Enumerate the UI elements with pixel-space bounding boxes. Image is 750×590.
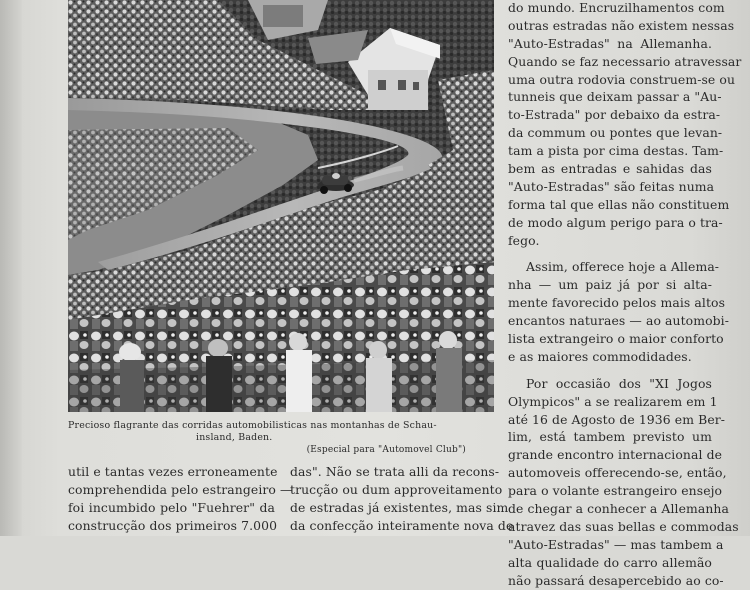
text-line: Assim, offerece hoje a Allema-: [526, 259, 720, 275]
text-line: alta qualidade do carro allemão: [508, 554, 712, 570]
text-line: e as maiores commodidades.: [508, 348, 692, 364]
text-line: lista extrangeiro o maior conforto: [508, 331, 724, 347]
text-line: de estradas já existentes, mas sim: [290, 499, 509, 515]
text-line: automoveis offerecendo-se, então,: [508, 465, 727, 481]
text-line: bem as entradas e sahidas das: [508, 161, 712, 177]
text-line: uma outra rodovia construem-se ou: [508, 71, 736, 87]
text-line: da commum ou pontes que levan-: [508, 125, 723, 141]
text-line: outras estradas não existem nessas: [508, 17, 735, 33]
text-column-left: [68, 463, 293, 535]
text-line: lim, está tambem previsto um: [508, 429, 712, 445]
text-line: Por occasião dos "XI Jogos: [526, 375, 712, 391]
text-line: das". Não se trata alli da recons-: [290, 464, 500, 479]
caption-credit: (Especial para "Automovel Club"): [306, 445, 466, 455]
text-line: forma tal que ellas não constituem: [508, 196, 730, 212]
text-line: encantos naturaes — ao automobi-: [508, 313, 730, 329]
binding-gutter: [0, 0, 22, 536]
text-line: trucção ou dum approveitamento: [290, 481, 503, 497]
text-line: da confecção inteiramente nova de: [290, 517, 514, 533]
text-line: não passará desapercebido ao co-: [508, 572, 724, 588]
text-line: grande encontro internacional de: [508, 447, 723, 463]
race-photo: [68, 0, 494, 412]
text-line: fego.: [508, 232, 540, 248]
photo-caption: [68, 420, 494, 456]
text-line: para o volante estrangeiro ensejo: [508, 483, 723, 499]
text-line: atravez das suas bellas e commodas: [508, 518, 739, 534]
text-column-middle: [290, 463, 514, 535]
text-line: do mundo. Encruzilhamentos com: [508, 0, 725, 15]
text-line: foi incumbido pelo "Fuehrer" da: [68, 499, 275, 515]
text-line: util e tantas vezes erroneamente: [68, 464, 278, 479]
text-line: até 16 de Agosto de 1936 em Ber-: [508, 411, 726, 427]
text-line: "Auto-Estradas" na Allemanha.: [508, 35, 712, 51]
text-line: de chegar a conhecer a Allemanha: [508, 501, 730, 517]
text-line: construcção dos primeiros 7.000: [68, 517, 278, 533]
text-line: "Auto-Estradas" são feitas numa: [508, 178, 715, 194]
text-line: to-Estrada" por debaixo da estra-: [508, 107, 721, 123]
text-line: comprehendida pelo estrangeiro —: [68, 481, 293, 497]
text-column-right: [508, 0, 742, 590]
caption-line: Precioso flagrante das corridas automobilisticas nas montanhas de Schau-: [68, 420, 437, 431]
text-line: mente favorecido pelos mais altos: [508, 295, 726, 311]
text-line: de modo algum perigo para o tra-: [508, 214, 723, 230]
text-line: tam a pista por cima destas. Tam-: [508, 143, 724, 159]
caption-line: insland, Baden.: [196, 432, 273, 443]
text-line: nha — um paiz já por si alta-: [508, 277, 712, 293]
text-line: tunneis que deixam passar a "Au-: [508, 89, 722, 105]
text-line: Olympicos" a se realizarem em 1: [508, 393, 718, 409]
text-line: Quando se faz necessario atravessar: [508, 53, 742, 69]
text-line: "Auto-Estradas" — mas tambem a: [508, 536, 724, 552]
